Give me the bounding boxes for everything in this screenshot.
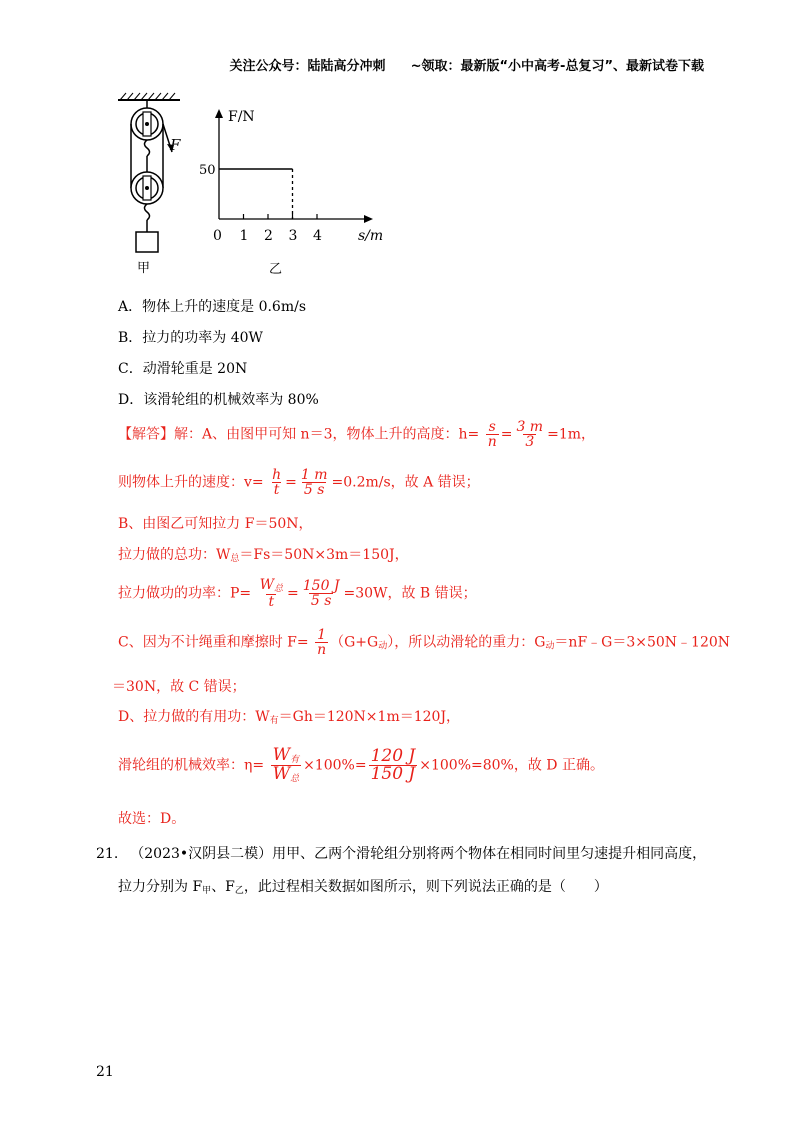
question-21-line-1 xyxy=(96,843,706,863)
subscript: 总 xyxy=(274,584,284,594)
subscript: 动 xyxy=(545,641,555,652)
fraction-num xyxy=(271,747,302,765)
option-a-letter: A． xyxy=(118,299,143,315)
solution-line-1: 【解答】解：A、由图甲可知 n＝3，物体上升的高度：h= $\frac{s}{n}$ = $\frac{3 m}{3}$ =1m， xyxy=(118,419,596,450)
fraction xyxy=(271,747,302,784)
fraction-den: 5 s xyxy=(310,593,332,609)
solution-line-6 xyxy=(118,628,730,657)
subscript: 总 xyxy=(230,554,240,564)
question-text: （2023•汉阴县二模）用甲、乙两个滑轮组分别将两个物体在相同时间里匀速提升相同高度， xyxy=(130,846,707,862)
solution-text: =1m， xyxy=(547,426,596,443)
fraction-den: 5 s xyxy=(303,482,325,498)
fraction-num: h xyxy=(272,467,282,483)
question-text: 拉力分别为 F xyxy=(118,879,203,895)
question-text: 、F xyxy=(211,879,235,895)
force-distance-chart xyxy=(195,105,395,275)
fraction-num: s xyxy=(488,419,496,435)
solution-text: ×100%=80%，故 D 正确。 xyxy=(419,757,604,774)
fraction-num-main: W xyxy=(259,577,274,593)
question-text: ，此过程相关数据如图所示，则下列说法正确的是（ ） xyxy=(243,879,608,895)
solution-line-3: B、由图乙可知拉力 F＝50N， xyxy=(118,516,313,532)
fraction-den-main: W xyxy=(272,764,291,784)
solution-text: C、因为不计绳重和摩擦时 F= xyxy=(118,634,309,651)
fraction-den: 3 xyxy=(525,434,535,450)
y-axis-arrow xyxy=(215,109,223,118)
subscript: 动 xyxy=(378,641,388,652)
fraction xyxy=(486,420,499,449)
fraction-den xyxy=(271,765,302,784)
subscript: 有 xyxy=(269,716,279,726)
fraction-num: 120 J xyxy=(370,746,416,766)
fraction-den: t xyxy=(273,482,280,498)
fraction-den: 150 J xyxy=(370,764,416,784)
fraction-num: 1 m xyxy=(300,467,328,483)
figure-jia-label: 甲 xyxy=(137,261,151,276)
fraction xyxy=(299,468,330,497)
solution-line-7: ＝30N，故 C 错误； xyxy=(112,679,246,695)
solution-text: 拉力做的总功：W xyxy=(118,547,231,563)
fraction-den: n xyxy=(317,642,327,658)
solution-tag: 【解答】 xyxy=(118,426,174,443)
solution-text: ×100%= xyxy=(303,757,367,774)
solution-text: ＝Gh＝120N×1m＝120J， xyxy=(278,709,461,725)
x-tick-label: 1 xyxy=(239,228,249,244)
fraction xyxy=(514,420,545,449)
solution-line-10: 故选：D。 xyxy=(118,811,186,827)
subscript: 甲 xyxy=(202,886,212,896)
subscript: 总 xyxy=(290,774,300,784)
fraction-num: 1 xyxy=(317,627,327,643)
solution-text: ＝Fs＝50N×3m＝150J， xyxy=(239,547,409,563)
solution-text: 解：A、由图甲可知 n＝3，物体上升的高度：h= xyxy=(174,426,480,443)
solution-line-8 xyxy=(118,710,460,726)
solution-text: D、拉力做的有用功：W xyxy=(118,709,270,725)
solution-text: 则物体上升的速度：v= xyxy=(118,474,264,491)
option-b xyxy=(118,327,263,347)
fraction-den: n xyxy=(487,434,497,450)
solution-text: ＝nF﹣G＝3×50N﹣120N xyxy=(554,634,731,651)
fraction xyxy=(270,468,283,497)
question-21-line-2 xyxy=(118,876,608,896)
option-c-text: 动滑轮重是 20N xyxy=(142,361,248,377)
solution-text: （G+G xyxy=(330,634,379,651)
solution-text: ），所以动滑轮的重力：G xyxy=(387,634,546,651)
solution-text: =0.2m/s，故 A 错误； xyxy=(331,474,480,491)
solution-text: 滑轮组的机械效率：η= xyxy=(118,757,265,774)
y-axis-label: F/N xyxy=(228,109,255,125)
fraction-num: 3 m xyxy=(516,419,544,435)
fraction xyxy=(315,628,328,657)
fraction xyxy=(369,748,418,783)
load-block xyxy=(136,232,158,252)
option-a-text: 物体上升的速度是 0.6m/s xyxy=(142,299,307,315)
option-b-text: 拉力的功率为 40W xyxy=(142,330,263,346)
solution-text: 拉力做功的功率：P= xyxy=(118,585,252,602)
pulley-system-figure xyxy=(110,92,190,277)
fraction-num: 150 J xyxy=(302,578,340,594)
x-tick-label: 2 xyxy=(264,228,273,244)
subscript: 有 xyxy=(290,755,300,765)
x-tick-label: 4 xyxy=(313,228,322,244)
x-axis-label: s/m xyxy=(358,228,384,244)
x-tick-label: 3 xyxy=(288,228,298,244)
figure-yi-label: 乙 xyxy=(269,262,283,275)
fraction-num xyxy=(258,578,285,594)
page-header xyxy=(230,55,704,74)
subscript: 乙 xyxy=(234,886,244,896)
fraction xyxy=(301,579,342,608)
y-tick-label: 50 xyxy=(199,163,216,178)
x-tick-label: 0 xyxy=(213,228,222,244)
solution-line-4 xyxy=(118,548,409,564)
fraction-den: t xyxy=(268,594,275,610)
option-c-letter: C． xyxy=(118,361,143,377)
page-number: 21 xyxy=(96,1064,114,1080)
solution-line-9 xyxy=(118,747,604,784)
option-d-letter: D． xyxy=(118,392,144,408)
option-b-letter: B． xyxy=(118,330,143,346)
solution-line-5: 拉力做功的功率：P= $\frac{W_总}{t}$ = $\frac{150 J}{5 s}$ =30W，故 B 错误； xyxy=(118,577,477,610)
header-left: 关注公众号：陆陆高分冲刺 xyxy=(229,59,386,74)
option-d-text: 该滑轮组的机械效率为 80% xyxy=(143,392,319,408)
option-a xyxy=(118,296,306,316)
question-number: 21. xyxy=(96,846,119,862)
fraction xyxy=(258,578,285,609)
solution-line-2: 则物体上升的速度：v= $\frac{h}{t}$ = $\frac{1 m}{5 s}$ =0.2m/s，故 A 错误； xyxy=(118,467,480,498)
x-axis-arrow xyxy=(364,215,373,223)
fraction-num-main: W xyxy=(272,745,291,765)
option-d xyxy=(118,389,319,409)
option-c xyxy=(118,358,247,378)
force-label-F: F xyxy=(170,136,181,154)
header-right: ~领取：最新版“小中高考-总复习”、最新试卷下载 xyxy=(410,59,704,74)
solution-text: =30W，故 B 错误； xyxy=(343,585,477,602)
